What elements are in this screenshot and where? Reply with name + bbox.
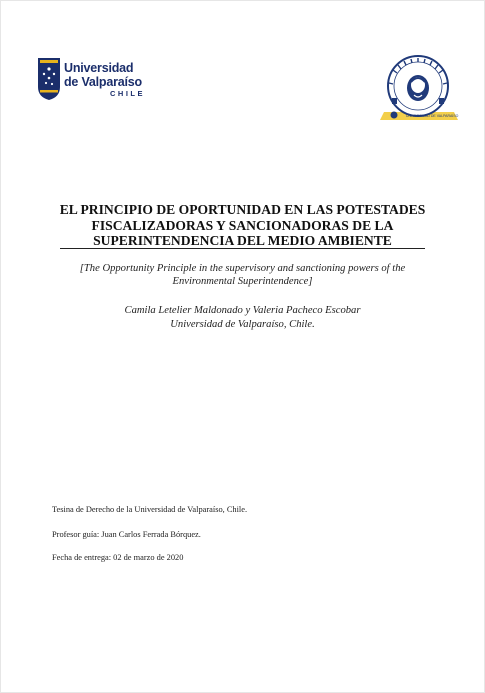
document-title xyxy=(52,202,433,249)
authors-block xyxy=(62,304,423,332)
thesis-note: Tesina de Derecho de la Universidad de Valparaíso, Chile. xyxy=(52,505,248,514)
english-title xyxy=(62,262,423,288)
university-shield-icon xyxy=(37,57,61,101)
title-underline xyxy=(60,248,425,249)
author-names: Camila Letelier Maldonado y Valeria Pacheco Escobar xyxy=(124,305,361,316)
logo-line-1: Universidad xyxy=(64,61,134,75)
university-logo-text xyxy=(64,61,145,99)
advisor-note: Profesor guía: Juan Carlos Ferrada Bórquez. xyxy=(52,530,201,539)
title-line-3: SUPERINTENDENCIA DEL MEDIO AMBIENTE xyxy=(93,233,392,248)
english-title-line-2: Environmental Superintendence] xyxy=(172,276,313,287)
university-logo xyxy=(37,57,147,103)
author-affiliation: Universidad de Valparaíso, Chile. xyxy=(170,319,315,330)
logo-line-3: CHILE xyxy=(110,89,145,98)
title-line-2: FISCALIZADORAS Y SANCIONADORAS DE LA xyxy=(91,217,394,233)
seal-caption: UNIVERSIDAD DE VALPARAÍSO xyxy=(406,114,459,118)
logo-line-2: de Valparaíso xyxy=(64,75,142,89)
delivery-date: Fecha de entrega: 02 de marzo de 2020 xyxy=(52,553,184,562)
english-title-line-1: [The Opportunity Principle in the supervisory and sanctioning powers of the xyxy=(79,263,406,274)
title-line-1: EL PRINCIPIO DE OPORTUNIDAD EN LAS POTESTADES xyxy=(59,202,426,217)
